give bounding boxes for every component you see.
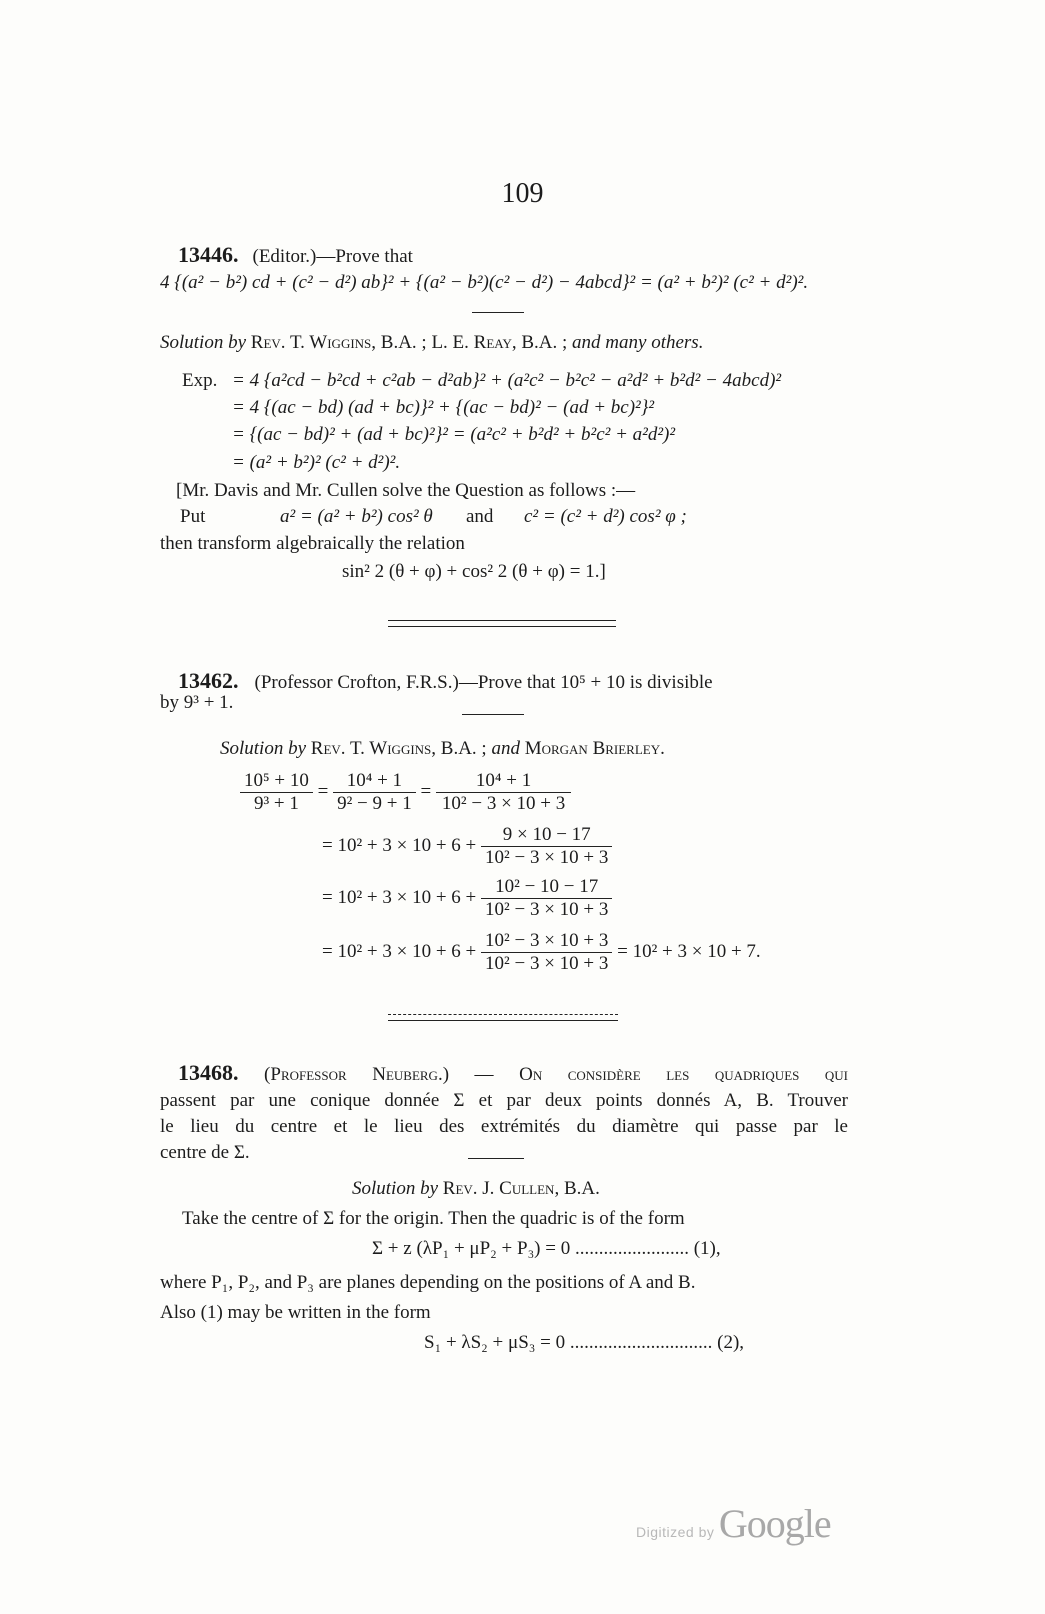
body-line-1: Take the centre of Σ for the origin. Then the quadric is of the form xyxy=(182,1208,685,1229)
divider-short xyxy=(468,1158,524,1159)
equation-2: S₁ + λS₂ + μS₃ = 0 .............................. (2), xyxy=(424,1332,745,1353)
exp-line-4: = (a² + b²)² (c² + d²)². xyxy=(232,452,401,473)
question-number: 13446. xyxy=(178,242,239,267)
body-line-3: Also (1) may be written in the form xyxy=(160,1302,431,1323)
statement-line-4: centre de Σ. xyxy=(160,1142,250,1163)
result-line-3: = 10² + 3 × 10 + 6 + $\frac{\text{10² − 3 × 10 + 3}}{\text{10² − 3 × 10 + 3}}$ = 10² + 3 × 10 + 7. xyxy=(322,930,761,974)
put-equation-1: a² = (a² + b²) cos² θ xyxy=(280,506,433,527)
put-label: Put xyxy=(180,506,206,527)
put-and: and xyxy=(466,506,494,527)
question-statement-cont: by 9³ + 1. xyxy=(160,692,234,713)
divider-double-bottom xyxy=(388,1020,618,1021)
question-number: 13468. xyxy=(178,1060,239,1085)
solvers-suffix: and many others. xyxy=(572,332,704,353)
equals: = xyxy=(420,780,432,802)
solvers: Rev. T. Wiggins, B.A. ; L. E. Reay, B.A. ; xyxy=(250,332,568,353)
fraction: $\frac{\text{10⁴ + 1}}{\text{9² − 9 + 1}}$ xyxy=(333,770,416,815)
divider-double-top xyxy=(388,620,616,621)
statement-line-3: le lieu du centre et le lieu des extrémités du diamètre qui passe par le xyxy=(160,1116,848,1137)
question-13468-statement xyxy=(160,1060,848,1166)
exp-label: Exp. xyxy=(182,370,218,391)
question-13446-header xyxy=(178,242,413,268)
equals: = xyxy=(317,780,329,802)
divider-short xyxy=(462,714,524,715)
note-line-1: [Mr. Davis and Mr. Cullen solve the Question as follows :— xyxy=(176,480,636,501)
exp-line-2: = 4 {(ac − bd) (ad + bc)}² + {(ac − bd)² − (ad + bc)²}² xyxy=(232,397,655,418)
result-line-2: = 10² + 3 × 10 + 6 + $\frac{\text{10² − 10 − 17}}{\text{10² − 3 × 10 + 3}}$ xyxy=(322,876,612,921)
body-line-2: where P₁, P₂, and P₃ are planes depending on the positions of A and B. xyxy=(160,1272,696,1293)
divider-double-top xyxy=(388,1014,618,1015)
page-number: 109 xyxy=(501,178,544,209)
fraction: $\frac{\text{10⁵ + 10}}{\text{9³ + 1}}$ xyxy=(240,770,313,815)
question-statement: 4 {(a² − b²) cd + (c² − d²) ab}² + {(a² − b²)(c² − d²) − 4abcd}² = (a² + b²)² (c² + d²)². xyxy=(160,272,809,293)
question-number: 13462. xyxy=(178,668,239,693)
put-equation-2: c² = (c² + d²) cos² φ ; xyxy=(524,506,687,527)
statement-line-1: 13468. (Professor Neuberg.) — On considère les quadriques qui xyxy=(178,1060,849,1085)
then-line: then transform algebraically the relation xyxy=(160,533,465,554)
question-13462-header xyxy=(178,668,713,694)
solution-by-line xyxy=(160,332,703,354)
solution-by-label: Solution by xyxy=(352,1178,439,1199)
watermark-small: Digitized by xyxy=(636,1524,715,1540)
equation-1: Σ + z (λP₁ + μP₂ + P₃) = 0 ........................ (1), xyxy=(372,1238,721,1259)
solution-by-label: Solution by xyxy=(220,738,307,759)
solution-by-line xyxy=(220,738,665,760)
divider-double-bottom xyxy=(388,626,616,627)
fraction-chain xyxy=(240,770,571,815)
solvers-2: Morgan Brierley. xyxy=(524,738,665,759)
fraction: $\frac{9 \times 10 - 17}{\text{10² − 3 × 10 + 3}}$ xyxy=(481,824,612,869)
divider-short xyxy=(472,312,524,313)
fraction: $\frac{\text{10⁴ + 1}}{\text{10² − 3 × 10 + 3}}$ xyxy=(436,770,571,815)
fraction: $\frac{\text{10² − 10 − 17}}{\text{10² − 3 × 10 + 3}}$ xyxy=(481,876,612,921)
relation: sin² 2 (θ + φ) + cos² 2 (θ + φ) = 1.] xyxy=(342,561,606,582)
result-line-1: = 10² + 3 × 10 + 6 + $\frac{9 \times 10 - 17}{\text{10² − 3 × 10 + 3}}$ xyxy=(322,824,612,869)
google-logo: Google xyxy=(718,1501,831,1546)
exp-line-1: = 4 {a²cd − b²cd + c²ab − d²ab}² + (a²c² − b²c² − a²d² + b²d² − 4abcd)² xyxy=(232,370,782,391)
fraction: $\frac{\text{10² − 3 × 10 + 3}}{\text{10² − 3 × 10 + 3}}$ xyxy=(481,930,612,975)
solution-by-label: Solution by xyxy=(160,332,247,353)
statement-line-2: passent par une conique donnée Σ et par deux points donnés A, B. Trouver xyxy=(160,1090,848,1111)
solvers-and: and xyxy=(491,738,520,759)
exp-line-3: = {(ac − bd)² + (ad + bc)²}² = (a²c² + b²d² + b²c² + a²d²)² xyxy=(232,424,676,445)
question-statement: (Professor Crofton, F.R.S.)—Prove that 10⁵ + 10 is divisible xyxy=(254,672,713,693)
digitized-watermark xyxy=(636,1500,831,1547)
question-author: (Editor.)—Prove that xyxy=(252,246,413,267)
solution-by-line xyxy=(352,1178,600,1200)
solvers: Rev. J. Cullen, B.A. xyxy=(442,1178,600,1199)
solvers: Rev. T. Wiggins, B.A. ; xyxy=(310,738,487,759)
